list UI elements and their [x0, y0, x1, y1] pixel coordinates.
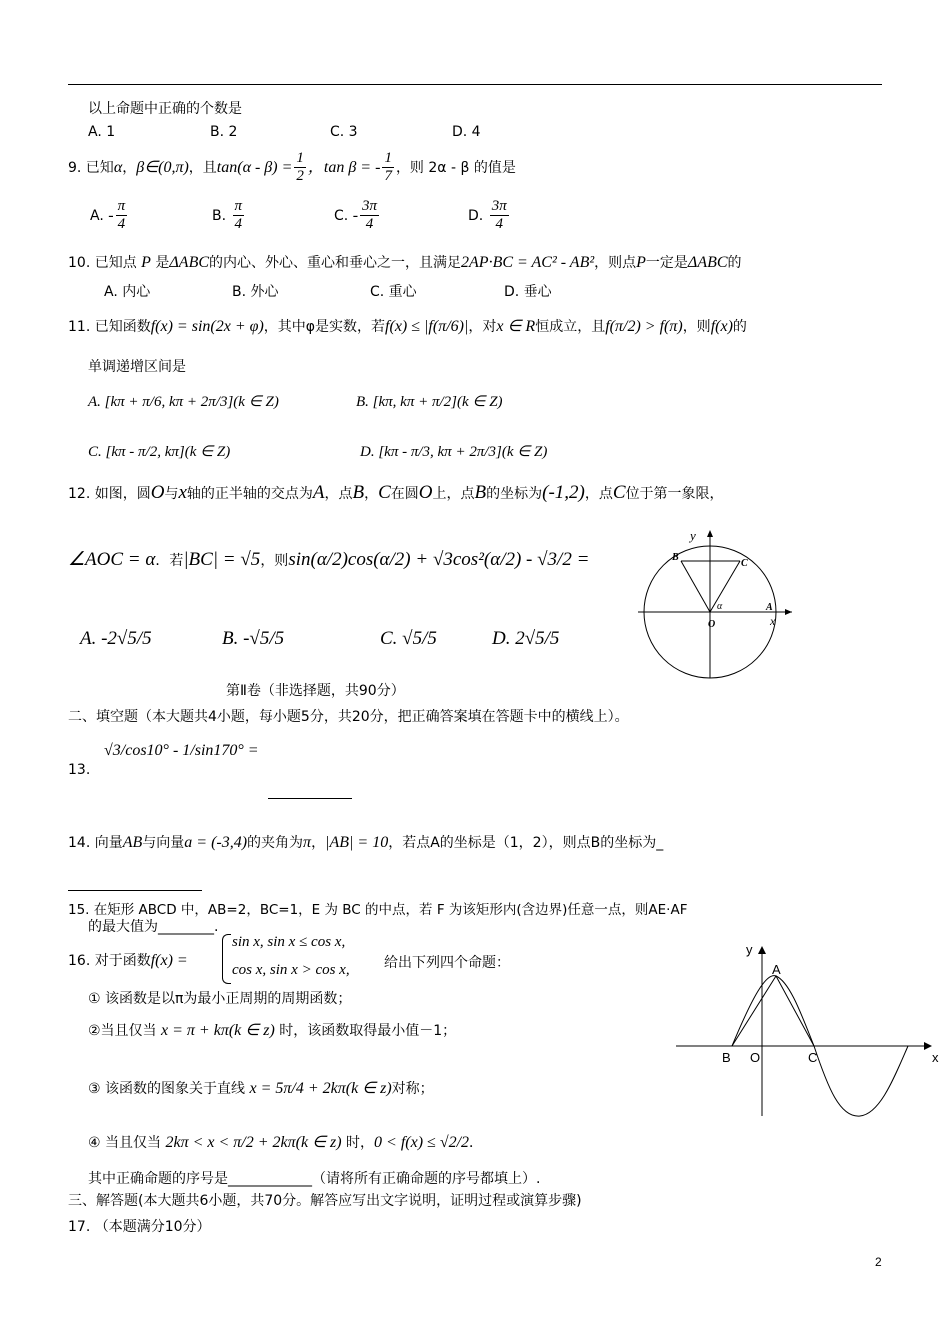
top-rule: [68, 84, 882, 85]
fig1-label-x: x: [770, 614, 776, 628]
part-ii-heading: 第Ⅱ卷（非选择题，共90分）: [226, 683, 405, 699]
fig2-label-y: y: [746, 942, 753, 957]
page-number: 2: [875, 1255, 882, 1269]
fig1-x-arrow: [785, 609, 792, 615]
q12-option-a: A. -2√5/5: [80, 628, 152, 649]
q11-option-d: D. [kπ - π/3, kπ + 2π/3](k ∈ Z): [360, 444, 548, 460]
q10-option-d: D. 垂心: [504, 284, 552, 300]
q8-option-d: D. 4: [452, 124, 481, 140]
q13-answer-blank: [268, 798, 352, 799]
q11-stem-line2: 单调递增区间是: [88, 359, 186, 375]
fig2-label-a: A: [772, 962, 781, 977]
q10-stem: 10. 已知点 P 是ΔABC的内心、外心、重心和垂心之一，且满足2AP·BC = AC² - AB²，则点P一定是ΔABC的: [68, 254, 742, 271]
q9-option-a: A. - $\frac{\pi}{4}$: [90, 198, 126, 233]
section-3-heading: 三、解答题(本大题共6小题，共70分。解答应写出文字说明，证明过程或演算步骤): [68, 1193, 582, 1209]
q16-statement-4: ④ 当且仅当 2kπ < x < π/2 + 2kπ(k ∈ z) 时，0 < f(x) ≤ √2/2．: [88, 1134, 484, 1151]
q8-option-a: A. 1: [88, 124, 116, 140]
q12-stem: 12. 如图，圆O与x轴的正半轴的交点为A，点B，C在圆O上，点B的坐标为(-1,2)，点C位于第一象限，: [68, 482, 724, 503]
q12-option-c: C. √5/5: [380, 628, 437, 649]
fig1-label-b: B: [672, 552, 679, 563]
fig1-segment-oc: [710, 561, 740, 612]
q9-option-d: D. $\frac{3\pi}{4}$: [468, 198, 507, 233]
q13-number: 13.: [68, 762, 91, 778]
fig2-x-arrow: [924, 1042, 932, 1050]
fig1-label-y: y: [690, 528, 696, 543]
fig1-y-arrow: [707, 530, 713, 537]
q10-option-c: C. 重心: [370, 284, 417, 300]
fig2-label-b: B: [722, 1050, 731, 1065]
q12-circle-figure: [620, 520, 800, 680]
q9-option-c: C. - $\frac{3\pi}{4}$: [334, 198, 378, 233]
q11-stem: 11. 已知函数f(x) = sin(2x + φ)，其中φ是实数，若f(x) ≤ |f(π/6)|，对x ∈ R恒成立，且f(π/2) > f(π)，则f(x)的: [68, 318, 747, 335]
q11-option-a: A. [kπ + π/6, kπ + 2π/3](k ∈ Z): [88, 394, 279, 410]
q8-stem-tail: 以上命题中正确的个数是: [88, 101, 242, 117]
q14-answer-blank: [68, 890, 202, 891]
fig1-segment-ob: [681, 561, 710, 612]
q16-brace: [222, 934, 231, 984]
q15-stem: 15. 在矩形 ABCD 中，AB=2，BC=1，E 为 BC 的中点，若 F 为该矩形内(含边界)任意一点，则AE·AF: [68, 902, 688, 918]
fig2-triangle: [732, 976, 814, 1046]
fig2-label-c: C: [808, 1050, 818, 1065]
q15-stem-line2: 的最大值为________.: [88, 919, 219, 935]
fig1-label-alpha: α: [717, 601, 723, 612]
fig1-label-a: A: [766, 602, 773, 613]
q9-stem: 9. 已知α，β∈(0,π)，且tan(α - β) = $\frac{1}{2}$ ，tan β = - $\frac{1}{7}$ ，则 2α - β 的值是: [68, 150, 516, 185]
q12-option-b: B. -√5/5: [222, 628, 285, 649]
q16-case-2: cos x, sin x > cos x,: [232, 962, 350, 978]
q16-statement-3: ③ 该函数的图象关于直线 x = 5π/4 + 2kπ(k ∈ z)对称；: [88, 1080, 434, 1097]
q8-option-b: B. 2: [210, 124, 238, 140]
q16-stem-tail: 给出下列四个命题：: [384, 955, 510, 971]
q8-option-c: C. 3: [330, 124, 358, 140]
q16-stem: 16. 对于函数f(x) =: [68, 952, 188, 969]
q11-option-b: B. [kπ, kπ + π/2](k ∈ Z): [356, 394, 503, 410]
fig2-label-x: x: [932, 1050, 939, 1065]
q13-expression: √3/cos10° - 1/sin170° =: [104, 742, 259, 759]
q16-statement-1: ① 该函数是以π为最小正周期的周期函数；: [88, 991, 352, 1007]
q12-stem-line2: ∠AOC = α．若|BC| = √5，则sin(α/2)cos(α/2) + √3cos²(α/2) - √3/2 =: [68, 549, 590, 570]
q16-answer-line: 其中正确命题的序号是____________（请将所有正确命题的序号都填上）.: [88, 1171, 541, 1187]
q11-option-c: C. [kπ - π/2, kπ](k ∈ Z): [88, 444, 231, 460]
section-2-heading: 二、填空题（本大题共4小题，每小题5分，共20分，把正确答案填在答题卡中的横线上）。: [68, 709, 629, 725]
q10-option-b: B. 外心: [232, 284, 279, 300]
fig1-label-o: O: [708, 619, 716, 630]
q12-option-d: D. 2√5/5: [492, 628, 560, 649]
q14-stem: 14. 向量AB与向量a = (-3,4)的夹角为π，|AB| = 10，若点A的坐标是（1，2），则点B的坐标为_: [68, 834, 664, 851]
q16-graph-figure: [672, 938, 946, 1120]
fig1-label-c: C: [741, 558, 748, 569]
fig2-label-o: O: [750, 1050, 761, 1065]
q10-option-a: A. 内心: [104, 284, 151, 300]
q17-heading: 17. （本题满分10分）: [68, 1219, 211, 1235]
q16-case-1: sin x, sin x ≤ cos x,: [232, 934, 346, 950]
q9-option-b: B. $\frac{\pi}{4}$: [212, 198, 243, 233]
fig2-y-arrow: [758, 946, 766, 954]
q16-statement-2: ②当且仅当 x = π + kπ(k ∈ z) 时，该函数取得最小值－1；: [88, 1022, 457, 1039]
